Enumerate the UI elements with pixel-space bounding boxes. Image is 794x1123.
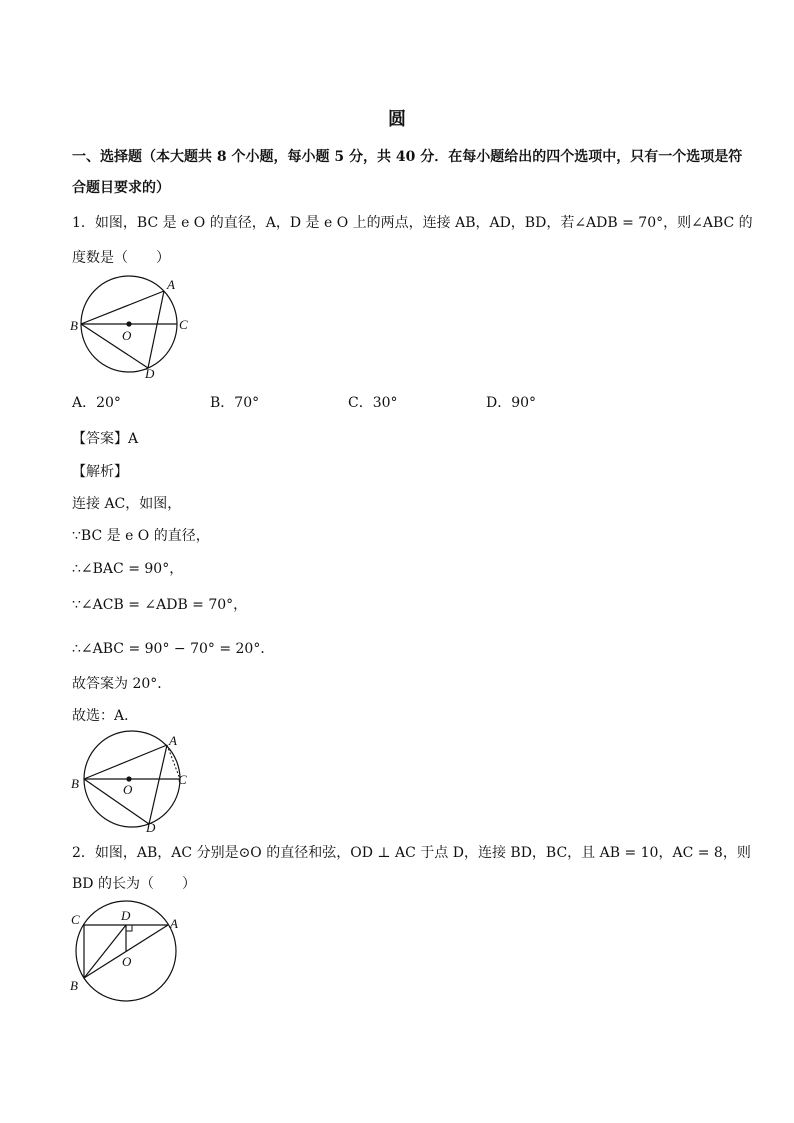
q1-center-dot — [126, 321, 131, 326]
q1-option-a: A．20° — [72, 395, 121, 411]
q1-solution-line-4: ∵∠ACB = ∠ADB = 70°， — [72, 597, 248, 613]
q2-label-o: O — [122, 954, 132, 969]
q1s-label-c: C — [178, 772, 187, 787]
page-title: 圆 — [388, 109, 406, 130]
q1-solution-line-2: ∵BC 是 e O 的直径， — [72, 528, 210, 544]
q2-label-d: D — [121, 908, 131, 923]
section-heading-line-2: 合题目要求的） — [72, 180, 170, 196]
q1-label-c: C — [179, 317, 188, 332]
q2-segment-bd — [84, 925, 126, 978]
q1-solution-line-7: 故选：A． — [72, 708, 139, 724]
q1-label-o: O — [122, 328, 132, 343]
q1-solution-line-3: ∴∠BAC = 90°， — [72, 561, 184, 577]
q1-label-a: A — [167, 277, 175, 292]
q1-solution-line-6: 故答案为 20°． — [72, 676, 172, 692]
q1s-segment-ad — [149, 745, 167, 824]
section-heading-line-1: 一、选择题（本大题共 8 个小题，每小题 5 分，共 40 分．在每小题给出的四个选项中，只有一个选项是符 — [72, 149, 743, 165]
q1-option-b: B．70° — [210, 395, 260, 411]
q1-analysis-heading: 【解析】 — [72, 464, 128, 480]
q1-figure — [68, 272, 198, 382]
q2-label-c: C — [71, 912, 80, 927]
q1s-segment-bd — [84, 779, 149, 824]
q1-answer: 【答案】A — [72, 431, 139, 447]
q2-label-b: B — [70, 978, 78, 993]
q1-segment-ab — [81, 291, 164, 324]
q1-stem-line-1: 1．如图，BC 是 e O 的直径，A，D 是 e O 上的两点，连接 AB，AD，BD，若∠ADB = 70°，则∠ABC 的 — [72, 215, 753, 231]
q1-solution-line-5: ∴∠ABC = 90° − 70° = 20°． — [72, 641, 275, 657]
q1s-label-a: A — [169, 733, 177, 748]
q1-segment-ad — [148, 291, 164, 368]
q1s-center-dot — [126, 776, 131, 781]
q2-right-angle-mark — [126, 925, 132, 931]
q1-label-d: D — [145, 366, 155, 381]
q1s-segment-ab — [84, 745, 167, 779]
q1s-label-d: D — [146, 820, 156, 835]
q2-stem-line-1: 2．如图，AB，AC 分别是⊙O 的直径和弦，OD ⊥ AC 于点 D，连接 BD，BC，且 AB = 10，AC = 8，则 — [72, 845, 751, 861]
q1-option-c: C．30° — [348, 395, 398, 411]
q2-stem-line-2: BD 的长为（ ） — [72, 876, 196, 892]
q1s-label-b: B — [71, 776, 79, 791]
q2-label-a: A — [170, 916, 178, 931]
q1-solution-figure — [68, 728, 198, 838]
q1-option-d: D．90° — [486, 395, 537, 411]
q1s-label-o: O — [123, 782, 133, 797]
q2-figure — [68, 905, 188, 1005]
q1-stem-line-2: 度数是（ ） — [72, 250, 170, 266]
q1-label-b: B — [70, 318, 78, 333]
q1-solution-line-1: 连接 AC，如图， — [72, 496, 182, 512]
q1-segment-bd — [81, 324, 148, 368]
